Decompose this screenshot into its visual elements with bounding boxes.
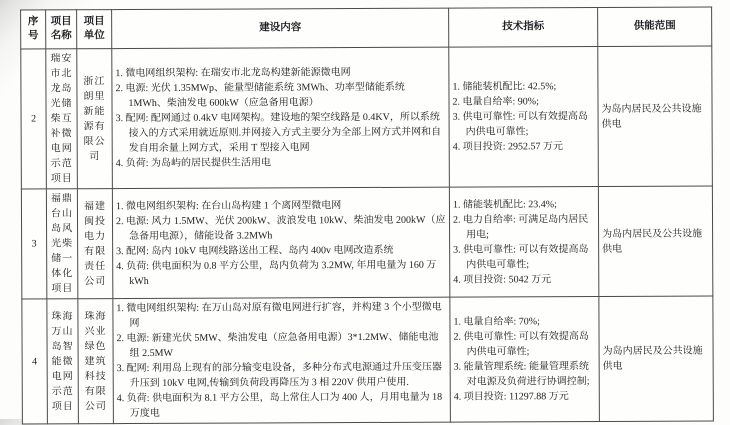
project-unit: 浙江朗里新能源有限公司 bbox=[77, 49, 113, 189]
project-name: 瑞安市北龙岛光储柴互补微电网示范项目 bbox=[46, 49, 78, 189]
technical-indicators-cell bbox=[450, 296, 600, 422]
table-row bbox=[21, 186, 712, 299]
project-name: 珠海万山岛智能微电网示范项目 bbox=[47, 299, 79, 424]
projects-table bbox=[20, 6, 714, 424]
header-supply-scope: 供能范围 bbox=[598, 7, 712, 46]
indicator-item: 1. 储能装机配比: 42.5%; bbox=[452, 81, 557, 93]
supply-scope-cell: 为岛内居民及公共设施供电 bbox=[599, 296, 714, 421]
header-serial-number: 序 号 bbox=[21, 10, 46, 49]
content-item: 1. 微电网组织架构: 在瑞安市北龙岛构建新能源微电网 bbox=[115, 67, 351, 80]
serial-number: 3 bbox=[21, 189, 46, 299]
serial-number: 4 bbox=[22, 299, 48, 424]
header-project-unit: 项目 单位 bbox=[77, 10, 112, 49]
header-construction-content: 建设内容 bbox=[112, 8, 449, 48]
content-item: 4. 负荷: 为岛屿的居民提供生活用电 bbox=[115, 157, 272, 170]
table-row bbox=[21, 46, 713, 189]
content-item: 4. 负荷: 供电面积为 0.8 平方公里，岛内负荷为 3.2MW, 年用电量为 160 万 kWh bbox=[116, 259, 437, 287]
construction-content-cell bbox=[113, 297, 451, 423]
supply-scope-cell: 为岛内居民及公共设施供电 bbox=[598, 186, 712, 296]
table-header-row bbox=[21, 7, 712, 49]
content-item: 1. 微电网组织架构: 在台山岛构建 1 个离网型微电网 bbox=[115, 199, 342, 212]
indicator-item: 4. 项目投资: 5042 万元 bbox=[453, 273, 552, 286]
indicator-item: 4. 项目投资: 11297.88 万元 bbox=[453, 391, 569, 403]
header-project-name: 项目 名称 bbox=[46, 10, 77, 49]
content-item: 4. 负荷: 供电面积为 8.1 平方公里，岛上常住人口为 400 人，月用电量为 18 万度电 bbox=[116, 391, 443, 420]
content-item: 3. 配网: 配网通过 0.4kV 电网架构。建设地的架空线路是 0.4KV，所以系统接入的方式采用就近原则.并网接入方式主要分为全部上网方式并网和自发自用余量上网方式，采用 T 型接入电网 bbox=[115, 111, 442, 155]
supply-scope-cell: 为岛内居民及公共设施供电 bbox=[598, 46, 713, 186]
content-item: 2. 电源: 光伏 1.35MWp、能量型储能系统 3MWh、功率型储能系统 1MWh、柴油发电 600kW（应急备用电源） bbox=[115, 81, 405, 110]
indicator-item: 3. 供电可靠性: 可以有效提高岛内供电可靠性; bbox=[453, 243, 589, 271]
content-item: 2. 电源: 新建光伏 5MW、柴油发电（应急备用电源）3*1.2MW、储能电池组 2.5MW bbox=[116, 331, 439, 360]
indicator-item: 3. 供电可靠性: 可以有效提高岛内供电可靠性; bbox=[452, 111, 588, 138]
construction-content-cell bbox=[112, 187, 449, 298]
content-item: 1. 微电网组织架构: 在万山岛对原有微电网进行扩容，并构建 3 个小型微电网 bbox=[116, 301, 442, 330]
content-item: 3. 配网: 岛内 10kV 电网线路送出工程、岛内 400v 电网改造系统 bbox=[116, 244, 394, 257]
table-row bbox=[22, 296, 714, 424]
indicator-item: 1. 电量自给率: 70%; bbox=[453, 316, 540, 328]
technical-indicators-cell bbox=[449, 186, 598, 297]
project-unit: 珠海兴业绿色建筑科技有限公司 bbox=[78, 299, 114, 424]
content-item: 2. 电源: 风力 1.5MW、光伏 200kW、波浪发电 10kW、柴油发电 200kW（应急备用电源），储能设备 3.2MWh bbox=[115, 214, 446, 242]
project-unit: 福建闽投电力有限责任公司 bbox=[77, 189, 112, 299]
header-technical-indicators: 技术指标 bbox=[449, 7, 598, 47]
indicator-item: 1. 储能装机配比: 23.4%; bbox=[452, 198, 557, 211]
indicator-item: 2. 电力自给率: 可满足岛内居民用电; bbox=[452, 213, 589, 241]
construction-content-cell bbox=[112, 47, 450, 188]
technical-indicators-cell bbox=[449, 46, 599, 187]
indicator-item: 3. 能量管理系统: 能量管理系统对电源及负荷进行协调控制; bbox=[453, 361, 590, 388]
indicator-item: 2. 供电可靠性: 可以有效提高岛内供电可靠性; bbox=[453, 331, 589, 358]
serial-number: 2 bbox=[21, 49, 47, 189]
indicator-item: 2. 电量自给率: 90%; bbox=[452, 96, 539, 108]
indicator-item: 4. 项目投资: 2952.57 万元 bbox=[452, 141, 564, 153]
project-name: 福鼎台山岛风光柴储一体化项目 bbox=[46, 189, 77, 299]
content-item: 3. 配网: 利用岛上现有的部分输变电设备，多种分布式电源通过升压变压器升压到 10kV 电网,传输到负荷段再降压为 3 相 220V 供用户使用. bbox=[116, 361, 442, 390]
